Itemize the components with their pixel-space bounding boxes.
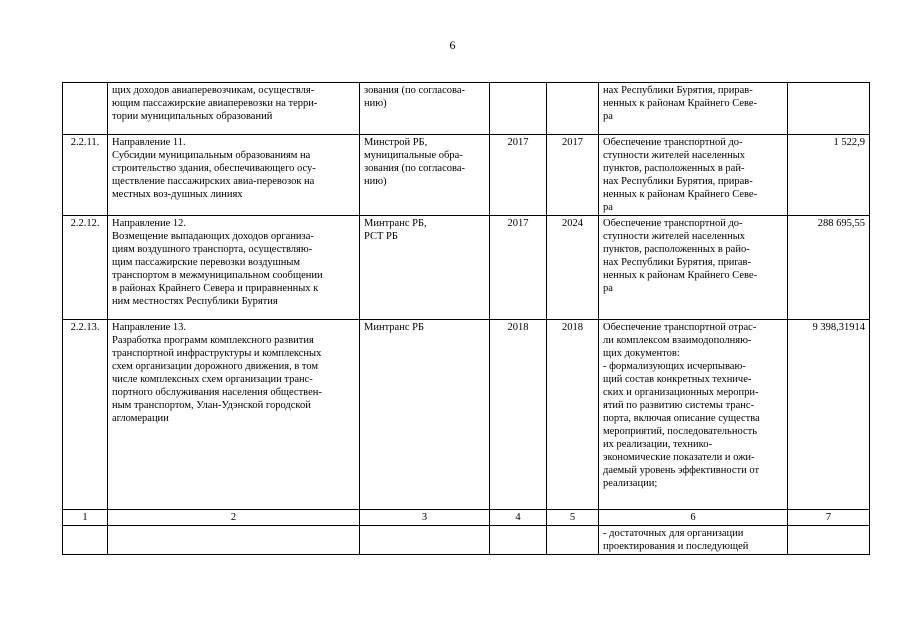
expected-result-line: экономические показатели и ожи-	[603, 452, 755, 463]
expected-result	[599, 320, 788, 510]
measure-name	[108, 320, 360, 510]
empty-cell	[788, 526, 870, 555]
measure-name-line: транспортной инфраструктуры и комплексных	[112, 348, 322, 359]
measure-name-line: Возмещение выпадающих доходов организа-	[112, 231, 314, 242]
measure-name-line: транспортом в межмуниципальном сообщении	[112, 270, 323, 281]
executor	[360, 216, 490, 320]
executor-line: нию)	[364, 176, 387, 187]
measure-name-line: тории муниципальных образований	[112, 111, 273, 122]
start-year	[490, 83, 547, 135]
measure-name-line: ющим пассажирские авиаперевозки на терри-	[112, 98, 318, 109]
expected-result-line: реализации;	[603, 478, 658, 489]
measure-name-line: циям воздушного транспорта, осуществляю-	[112, 244, 313, 255]
expected-result-line: - достаточных для организации	[603, 528, 744, 539]
expected-result-line: нах Республики Бурятия, прирав-	[603, 176, 753, 187]
empty-cell	[547, 526, 599, 555]
table-row	[63, 526, 870, 555]
expected-result-line: - формализующих исчерпываю-	[603, 361, 746, 372]
empty-cell	[490, 526, 547, 555]
start-year: 2017	[490, 216, 547, 320]
expected-result-line: ступности жителей населенных	[603, 231, 746, 242]
executor	[360, 83, 490, 135]
executor-line: РСТ РБ	[364, 231, 398, 242]
expected-result-line: ятий по развитию системы транс-	[603, 400, 755, 411]
executor	[360, 320, 490, 510]
measure-name-line: щим пассажирские перевозки воздушным	[112, 257, 301, 268]
measure-name-line: ним местностях Республики Бурятия	[112, 296, 278, 307]
expected-result-line: пунктов, расположенных в райо-	[603, 244, 750, 255]
expected-result-line: ненных к районам Крайнего Севе-	[603, 270, 758, 281]
expected-result-line: проектирования и последующей	[603, 541, 749, 552]
empty-cell	[108, 526, 360, 555]
column-number: 7	[788, 510, 870, 526]
column-number: 4	[490, 510, 547, 526]
executor-line: зования (по согласова-	[364, 85, 465, 96]
end-year: 2017	[547, 135, 599, 216]
executor-line: муниципальные обра-	[364, 150, 463, 161]
measure-name-line: агломерации	[112, 413, 169, 424]
expected-result-line: ра	[603, 111, 613, 122]
expected-result	[599, 526, 788, 555]
measure-name-line: Направление 13.	[112, 322, 187, 333]
expected-result-line: Обеспечение транспортной до-	[603, 218, 743, 229]
expected-result-line: ских и организационных меропри-	[603, 387, 759, 398]
expected-result-line: Обеспечение транспортной до-	[603, 137, 743, 148]
executor-line: нию)	[364, 98, 387, 109]
table-row	[63, 216, 870, 320]
executor	[360, 135, 490, 216]
funding-amount: 1 522,9	[788, 135, 870, 216]
end-year	[547, 83, 599, 135]
measure-name	[108, 83, 360, 135]
expected-result-line: ра	[603, 283, 613, 294]
measure-name-line: строительство здания, обеспечивающего осу-	[112, 163, 316, 174]
expected-result-line: ступности жителей населенных	[603, 150, 746, 161]
column-number: 2	[108, 510, 360, 526]
empty-cell	[63, 526, 108, 555]
table-row	[63, 320, 870, 510]
measure-name-line: схем организации дорожного движения, в том	[112, 361, 319, 372]
measure-name-line: щих доходов авиаперевозчикам, осуществля-	[112, 85, 315, 96]
measure-name-line: Разработка программ комплексного развития	[112, 335, 314, 346]
end-year: 2018	[547, 320, 599, 510]
start-year: 2017	[490, 135, 547, 216]
column-number: 1	[63, 510, 108, 526]
page-number: 6	[449, 38, 456, 52]
expected-result-line: ли комплексом взаимодополняю-	[603, 335, 752, 346]
expected-result-line: нах Республики Бурятия, приrав-	[603, 257, 751, 268]
executor-line: Минтранс РБ	[364, 322, 424, 333]
column-number: 6	[599, 510, 788, 526]
measure-name-line: ным транспортом, Улан-Удэнской городской	[112, 400, 311, 411]
funding-amount: 9 398,31914	[788, 320, 870, 510]
measures-table	[62, 82, 870, 555]
funding-amount	[788, 83, 870, 135]
expected-result	[599, 216, 788, 320]
item-number: 2.2.11.	[63, 135, 108, 216]
expected-result-line: мероприятий, последовательность	[603, 426, 757, 437]
expected-result-line: ра	[603, 202, 613, 213]
measure-name-line: в районах Крайнего Севера и приравненных к	[112, 283, 319, 294]
column-numbers-row	[63, 510, 870, 526]
measure-name-line: Направление 12.	[112, 218, 187, 229]
expected-result-line: щих документов:	[603, 348, 680, 359]
expected-result	[599, 135, 788, 216]
expected-result-line: даемый уровень эффективности от	[603, 465, 760, 476]
measure-name	[108, 216, 360, 320]
expected-result	[599, 83, 788, 135]
empty-cell	[360, 526, 490, 555]
executor-line: зования (по согласова-	[364, 163, 465, 174]
item-number: 2.2.12.	[63, 216, 108, 320]
measure-name-line: числе комплексных схем организации транс-	[112, 374, 313, 385]
expected-result-line: Обеспечение транспортной отрас-	[603, 322, 757, 333]
column-number: 3	[360, 510, 490, 526]
item-number: 2.2.13.	[63, 320, 108, 510]
expected-result-line: пунктов, расположенных в рай-	[603, 163, 745, 174]
executor-line: Минстрой РБ,	[364, 137, 428, 148]
measure-name-line: портного обслуживания населения обществен-	[112, 387, 322, 398]
end-year: 2024	[547, 216, 599, 320]
expected-result-line: ненных к районам Крайнего Севе-	[603, 98, 758, 109]
table-row	[63, 83, 870, 135]
measure-name-line: ществление пассажирских авиа-перевозок на	[112, 176, 315, 187]
measure-name-line: Направление 11.	[112, 137, 186, 148]
executor-line: Минтранс РБ,	[364, 218, 427, 229]
item-number	[63, 83, 108, 135]
funding-amount: 288 695,55	[788, 216, 870, 320]
measure-name-line: Субсидии муниципальным образованиям на	[112, 150, 311, 161]
start-year: 2018	[490, 320, 547, 510]
measure-name	[108, 135, 360, 216]
expected-result-line: их реализации, технико-	[603, 439, 712, 450]
expected-result-line: щий состав конкретных техниче-	[603, 374, 752, 385]
expected-result-line: порта, включая описание существа	[603, 413, 760, 424]
table-row	[63, 135, 870, 216]
expected-result-line: ненных к районам Крайнего Севе-	[603, 189, 758, 200]
column-number: 5	[547, 510, 599, 526]
expected-result-line: нах Республики Бурятия, прирав-	[603, 85, 753, 96]
measure-name-line: местных воз-душных линиях	[112, 189, 243, 200]
